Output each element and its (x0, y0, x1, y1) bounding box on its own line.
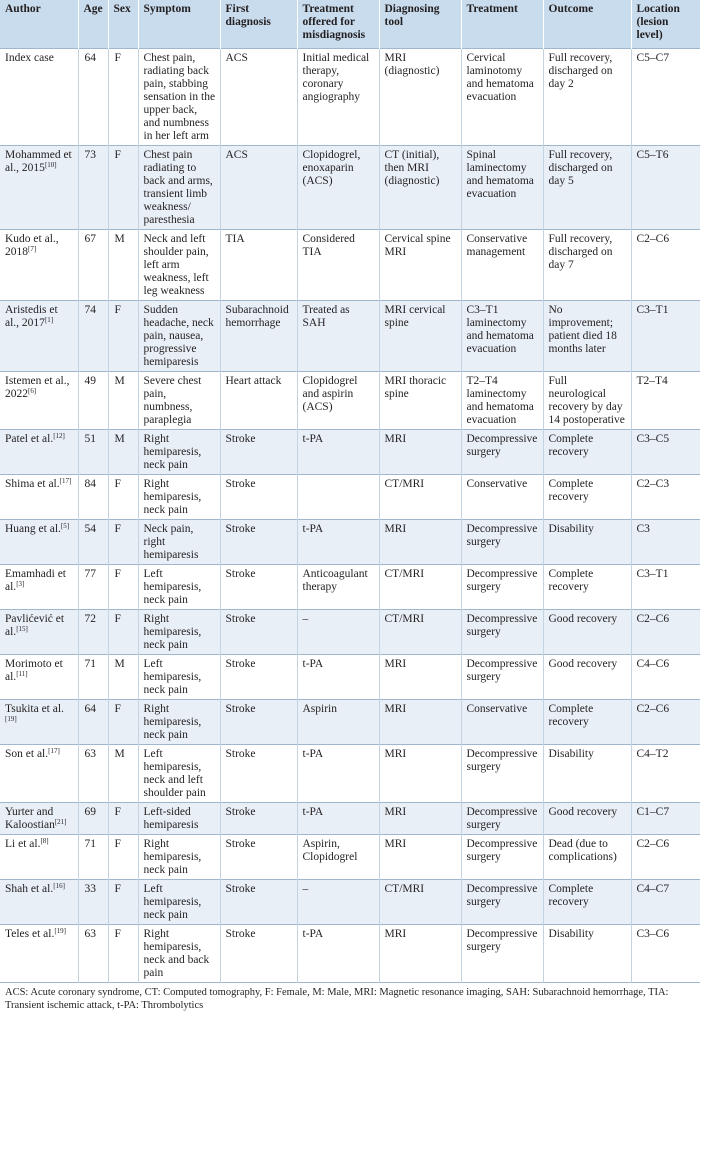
reference-number: [17] (59, 477, 72, 485)
reference-number: [21] (54, 818, 67, 826)
outcome-cell: Full recovery, discharged on day 5 (543, 146, 631, 230)
diagnosing-tool-cell: MRI thoracic spine (379, 372, 461, 430)
header-treatment-misdiagnosis: Treatment offered for misdiagnosis (297, 0, 379, 49)
sex-cell: F (108, 475, 138, 520)
table-row (0, 520, 700, 565)
author-name: Teles et al. (5, 928, 55, 940)
author-cell (0, 520, 78, 565)
outcome-cell: Complete recovery (543, 430, 631, 475)
header-age: Age (78, 0, 108, 49)
author-name: Mohammed et al., 2015 (5, 149, 72, 174)
table-row (0, 475, 700, 520)
sex-cell: M (108, 430, 138, 475)
treatment-cell: Decompressive surgery (461, 655, 543, 700)
symptom-cell: Left hemiparesis, neck pain (138, 655, 220, 700)
location-cell: C2–C6 (631, 700, 700, 745)
location-cell: C3–T1 (631, 301, 700, 372)
location-cell: C3–T1 (631, 565, 700, 610)
location-cell: C4–T2 (631, 745, 700, 803)
table-row (0, 230, 700, 301)
table-row (0, 565, 700, 610)
sex-cell: F (108, 49, 138, 146)
footnote: ACS: Acute coronary syndrome, CT: Computed tomography, F: Female, M: Male, MRI: Magnetic resonance imaging, SAH: Subarachnoid hemorrhage, TIA: Transient ischemic attack, t-PA: Thrombolytics (0, 983, 700, 1016)
treatment-misdiagnosis-cell: – (297, 880, 379, 925)
location-cell: C4–C6 (631, 655, 700, 700)
outcome-cell: Good recovery (543, 655, 631, 700)
treatment-cell: Conservative (461, 700, 543, 745)
sex-cell: F (108, 803, 138, 835)
author-cell (0, 230, 78, 301)
first-diagnosis-cell: Stroke (220, 835, 297, 880)
sex-cell: F (108, 610, 138, 655)
author-name: Istemen et al., 2022 (5, 375, 70, 400)
symptom-cell: Right hemiparesis, neck pain (138, 835, 220, 880)
diagnosing-tool-cell: CT/MRI (379, 880, 461, 925)
author-name: Yurter and Kaloostian (5, 806, 55, 831)
treatment-cell: Decompressive surgery (461, 430, 543, 475)
first-diagnosis-cell: Stroke (220, 430, 297, 475)
author-name: Aristedis et al., 2017 (5, 304, 58, 329)
diagnosing-tool-cell: MRI cervical spine (379, 301, 461, 372)
first-diagnosis-cell: ACS (220, 146, 297, 230)
treatment-cell: Decompressive surgery (461, 520, 543, 565)
sex-cell: F (108, 301, 138, 372)
author-cell (0, 655, 78, 700)
reference-number: [1] (44, 316, 54, 324)
age-cell: 67 (78, 230, 108, 301)
table-row (0, 49, 700, 146)
first-diagnosis-cell: Stroke (220, 925, 297, 983)
symptom-cell: Left-sided hemiparesis (138, 803, 220, 835)
outcome-cell: Disability (543, 925, 631, 983)
location-cell: C2–C6 (631, 610, 700, 655)
sex-cell: M (108, 745, 138, 803)
outcome-cell: Dead (due to complications) (543, 835, 631, 880)
first-diagnosis-cell: TIA (220, 230, 297, 301)
author-cell (0, 565, 78, 610)
treatment-misdiagnosis-cell: Clopidogrel and aspirin (ACS) (297, 372, 379, 430)
sex-cell: M (108, 655, 138, 700)
sex-cell: F (108, 700, 138, 745)
age-cell: 73 (78, 146, 108, 230)
treatment-misdiagnosis-cell: Treated as SAH (297, 301, 379, 372)
treatment-misdiagnosis-cell: Aspirin (297, 700, 379, 745)
treatment-cell: Spinal laminectomy and hematoma evacuation (461, 146, 543, 230)
author-name: Pavlićević et al. (5, 613, 65, 638)
first-diagnosis-cell: Stroke (220, 565, 297, 610)
author-name: Morimoto et al. (5, 658, 63, 683)
diagnosing-tool-cell: MRI (379, 700, 461, 745)
author-name: Shah et al. (5, 883, 54, 895)
symptom-cell: Left hemiparesis, neck pain (138, 565, 220, 610)
author-name: Patel et al. (5, 433, 54, 445)
footnote-row (0, 983, 700, 1016)
outcome-cell: Complete recovery (543, 565, 631, 610)
author-name: Index case (5, 52, 54, 64)
treatment-misdiagnosis-cell: t-PA (297, 430, 379, 475)
treatment-misdiagnosis-cell: t-PA (297, 925, 379, 983)
treatment-misdiagnosis-cell: t-PA (297, 655, 379, 700)
header-location: Location (lesion level) (631, 0, 700, 49)
treatment-misdiagnosis-cell: Initial medical therapy, coronary angiography (297, 49, 379, 146)
table-row (0, 610, 700, 655)
diagnosing-tool-cell: CT/MRI (379, 475, 461, 520)
reference-number: [7] (28, 245, 37, 253)
age-cell: 63 (78, 925, 108, 983)
reference-number: [11] (16, 670, 28, 678)
sex-cell: F (108, 565, 138, 610)
treatment-misdiagnosis-cell: Clopidogrel, enoxaparin (ACS) (297, 146, 379, 230)
symptom-cell: Severe chest pain, numbness, paraplegia (138, 372, 220, 430)
first-diagnosis-cell: Stroke (220, 745, 297, 803)
treatment-cell: Decompressive surgery (461, 880, 543, 925)
sex-cell: F (108, 520, 138, 565)
diagnosing-tool-cell: CT (initial), then MRI (diagnostic) (379, 146, 461, 230)
treatment-misdiagnosis-cell: t-PA (297, 745, 379, 803)
treatment-misdiagnosis-cell: Anticoagulant therapy (297, 565, 379, 610)
diagnosing-tool-cell: MRI (diagnostic) (379, 49, 461, 146)
author-name: Shima et al. (5, 478, 60, 490)
location-cell: T2–T4 (631, 372, 700, 430)
table-row (0, 745, 700, 803)
outcome-cell: Full neurological recovery by day 14 postoperative (543, 372, 631, 430)
treatment-cell: C3–T1 laminectomy and hematoma evacuation (461, 301, 543, 372)
author-cell (0, 372, 78, 430)
author-cell (0, 475, 78, 520)
sex-cell: M (108, 230, 138, 301)
treatment-cell: Decompressive surgery (461, 925, 543, 983)
first-diagnosis-cell: Heart attack (220, 372, 297, 430)
treatment-misdiagnosis-cell: Aspirin, Clopidogrel (297, 835, 379, 880)
author-name: Son et al. (5, 748, 49, 760)
header-author: Author (0, 0, 78, 49)
author-cell (0, 745, 78, 803)
header-sex: Sex (108, 0, 138, 49)
author-cell (0, 700, 78, 745)
symptom-cell: Neck pain, right hemiparesis (138, 520, 220, 565)
table-row (0, 146, 700, 230)
author-name: Li et al. (5, 838, 41, 850)
symptom-cell: Right hemiparesis, neck pain (138, 700, 220, 745)
outcome-cell: No improvement; patient died 18 months later (543, 301, 631, 372)
symptom-cell: Left hemiparesis, neck and left shoulder pain (138, 745, 220, 803)
first-diagnosis-cell: Stroke (220, 700, 297, 745)
age-cell: 49 (78, 372, 108, 430)
sex-cell: M (108, 372, 138, 430)
outcome-cell: Disability (543, 520, 631, 565)
reference-number: [6] (28, 387, 37, 395)
sex-cell: F (108, 925, 138, 983)
age-cell: 77 (78, 565, 108, 610)
diagnosing-tool-cell: Cervical spine MRI (379, 230, 461, 301)
age-cell: 63 (78, 745, 108, 803)
treatment-cell: Cervical laminotomy and hematoma evacuation (461, 49, 543, 146)
treatment-cell: Decompressive surgery (461, 803, 543, 835)
diagnosing-tool-cell: CT/MRI (379, 565, 461, 610)
symptom-cell: Sudden headache, neck pain, nausea, progressive hemiparesis (138, 301, 220, 372)
location-cell: C2–C6 (631, 230, 700, 301)
age-cell: 84 (78, 475, 108, 520)
treatment-misdiagnosis-cell (297, 475, 379, 520)
age-cell: 64 (78, 49, 108, 146)
treatment-cell: Decompressive surgery (461, 835, 543, 880)
diagnosing-tool-cell: MRI (379, 803, 461, 835)
location-cell: C3–C5 (631, 430, 700, 475)
author-cell (0, 49, 78, 146)
location-cell: C1–C7 (631, 803, 700, 835)
treatment-misdiagnosis-cell: – (297, 610, 379, 655)
reference-number: [10] (44, 161, 57, 169)
reference-number: [12] (53, 432, 65, 440)
table-row (0, 803, 700, 835)
treatment-cell: Decompressive surgery (461, 565, 543, 610)
reference-number: [15] (16, 625, 28, 633)
diagnosing-tool-cell: MRI (379, 835, 461, 880)
first-diagnosis-cell: Stroke (220, 880, 297, 925)
age-cell: 74 (78, 301, 108, 372)
location-cell: C3–C6 (631, 925, 700, 983)
sex-cell: F (108, 880, 138, 925)
header-symptom: Symptom (138, 0, 220, 49)
reference-number: [3] (16, 580, 25, 588)
age-cell: 51 (78, 430, 108, 475)
author-cell (0, 146, 78, 230)
diagnosing-tool-cell: MRI (379, 430, 461, 475)
outcome-cell: Complete recovery (543, 475, 631, 520)
location-cell: C5–T6 (631, 146, 700, 230)
table-row (0, 372, 700, 430)
location-cell: C2–C3 (631, 475, 700, 520)
reference-number: [16] (53, 882, 65, 890)
diagnosing-tool-cell: MRI (379, 745, 461, 803)
age-cell: 71 (78, 655, 108, 700)
author-cell (0, 835, 78, 880)
outcome-cell: Complete recovery (543, 700, 631, 745)
age-cell: 69 (78, 803, 108, 835)
author-name: Huang et al. (5, 523, 61, 535)
first-diagnosis-cell: Subarachnoid hemorrhage (220, 301, 297, 372)
sex-cell: F (108, 835, 138, 880)
treatment-misdiagnosis-cell: t-PA (297, 520, 379, 565)
age-cell: 64 (78, 700, 108, 745)
header-row (0, 0, 700, 49)
treatment-misdiagnosis-cell: t-PA (297, 803, 379, 835)
outcome-cell: Complete recovery (543, 880, 631, 925)
treatment-cell: Decompressive surgery (461, 745, 543, 803)
treatment-cell: Conservative management (461, 230, 543, 301)
symptom-cell: Chest pain radiating to back and arms, transient limb weakness/ paresthesia (138, 146, 220, 230)
diagnosing-tool-cell: CT/MRI (379, 610, 461, 655)
location-cell: C5–C7 (631, 49, 700, 146)
author-cell (0, 430, 78, 475)
age-cell: 71 (78, 835, 108, 880)
author-cell (0, 610, 78, 655)
reference-number: [19] (54, 927, 66, 935)
symptom-cell: Chest pain, radiating back pain, stabbing sensation in the upper back, and numbness in her left arm (138, 49, 220, 146)
treatment-cell: Decompressive surgery (461, 610, 543, 655)
first-diagnosis-cell: Stroke (220, 610, 297, 655)
age-cell: 72 (78, 610, 108, 655)
symptom-cell: Right hemiparesis, neck pain (138, 475, 220, 520)
age-cell: 33 (78, 880, 108, 925)
location-cell: C4–C7 (631, 880, 700, 925)
table-row (0, 880, 700, 925)
author-name: Emamhadi et al. (5, 568, 66, 593)
outcome-cell: Full recovery, discharged on day 7 (543, 230, 631, 301)
location-cell: C2–C6 (631, 835, 700, 880)
reference-number: [17] (48, 747, 60, 755)
table-row (0, 700, 700, 745)
author-name: Kudo et al., 2018 (5, 233, 59, 258)
header-first-diagnosis: First diagnosis (220, 0, 297, 49)
diagnosing-tool-cell: MRI (379, 925, 461, 983)
reference-number: [19] (5, 715, 17, 723)
diagnosing-tool-cell: MRI (379, 520, 461, 565)
first-diagnosis-cell: ACS (220, 49, 297, 146)
outcome-cell: Good recovery (543, 803, 631, 835)
diagnosing-tool-cell: MRI (379, 655, 461, 700)
first-diagnosis-cell: Stroke (220, 655, 297, 700)
table-row (0, 301, 700, 372)
author-cell (0, 880, 78, 925)
location-cell: C3 (631, 520, 700, 565)
table-row (0, 925, 700, 983)
treatment-cell: Conservative (461, 475, 543, 520)
header-diagnosing-tool: Diagnosing tool (379, 0, 461, 49)
table-row (0, 655, 700, 700)
first-diagnosis-cell: Stroke (220, 803, 297, 835)
treatment-misdiagnosis-cell: Considered TIA (297, 230, 379, 301)
symptom-cell: Neck and left shoulder pain, left arm weakness, left leg weakness (138, 230, 220, 301)
first-diagnosis-cell: Stroke (220, 520, 297, 565)
outcome-cell: Full recovery, discharged on day 2 (543, 49, 631, 146)
symptom-cell: Left hemiparesis, neck pain (138, 880, 220, 925)
author-cell (0, 301, 78, 372)
reference-number: [5] (60, 522, 70, 530)
header-outcome: Outcome (543, 0, 631, 49)
author-cell (0, 803, 78, 835)
symptom-cell: Right hemiparesis, neck pain (138, 610, 220, 655)
author-name: Tsukita et al. (5, 703, 64, 715)
reference-number: [8] (40, 837, 49, 845)
first-diagnosis-cell: Stroke (220, 475, 297, 520)
age-cell: 54 (78, 520, 108, 565)
sex-cell: F (108, 146, 138, 230)
treatment-cell: T2–T4 laminectomy and hematoma evacuation (461, 372, 543, 430)
outcome-cell: Good recovery (543, 610, 631, 655)
table-row (0, 835, 700, 880)
symptom-cell: Right hemiparesis, neck and back pain (138, 925, 220, 983)
symptom-cell: Right hemiparesis, neck pain (138, 430, 220, 475)
author-cell (0, 925, 78, 983)
table-row (0, 430, 700, 475)
outcome-cell: Disability (543, 745, 631, 803)
header-treatment: Treatment (461, 0, 543, 49)
